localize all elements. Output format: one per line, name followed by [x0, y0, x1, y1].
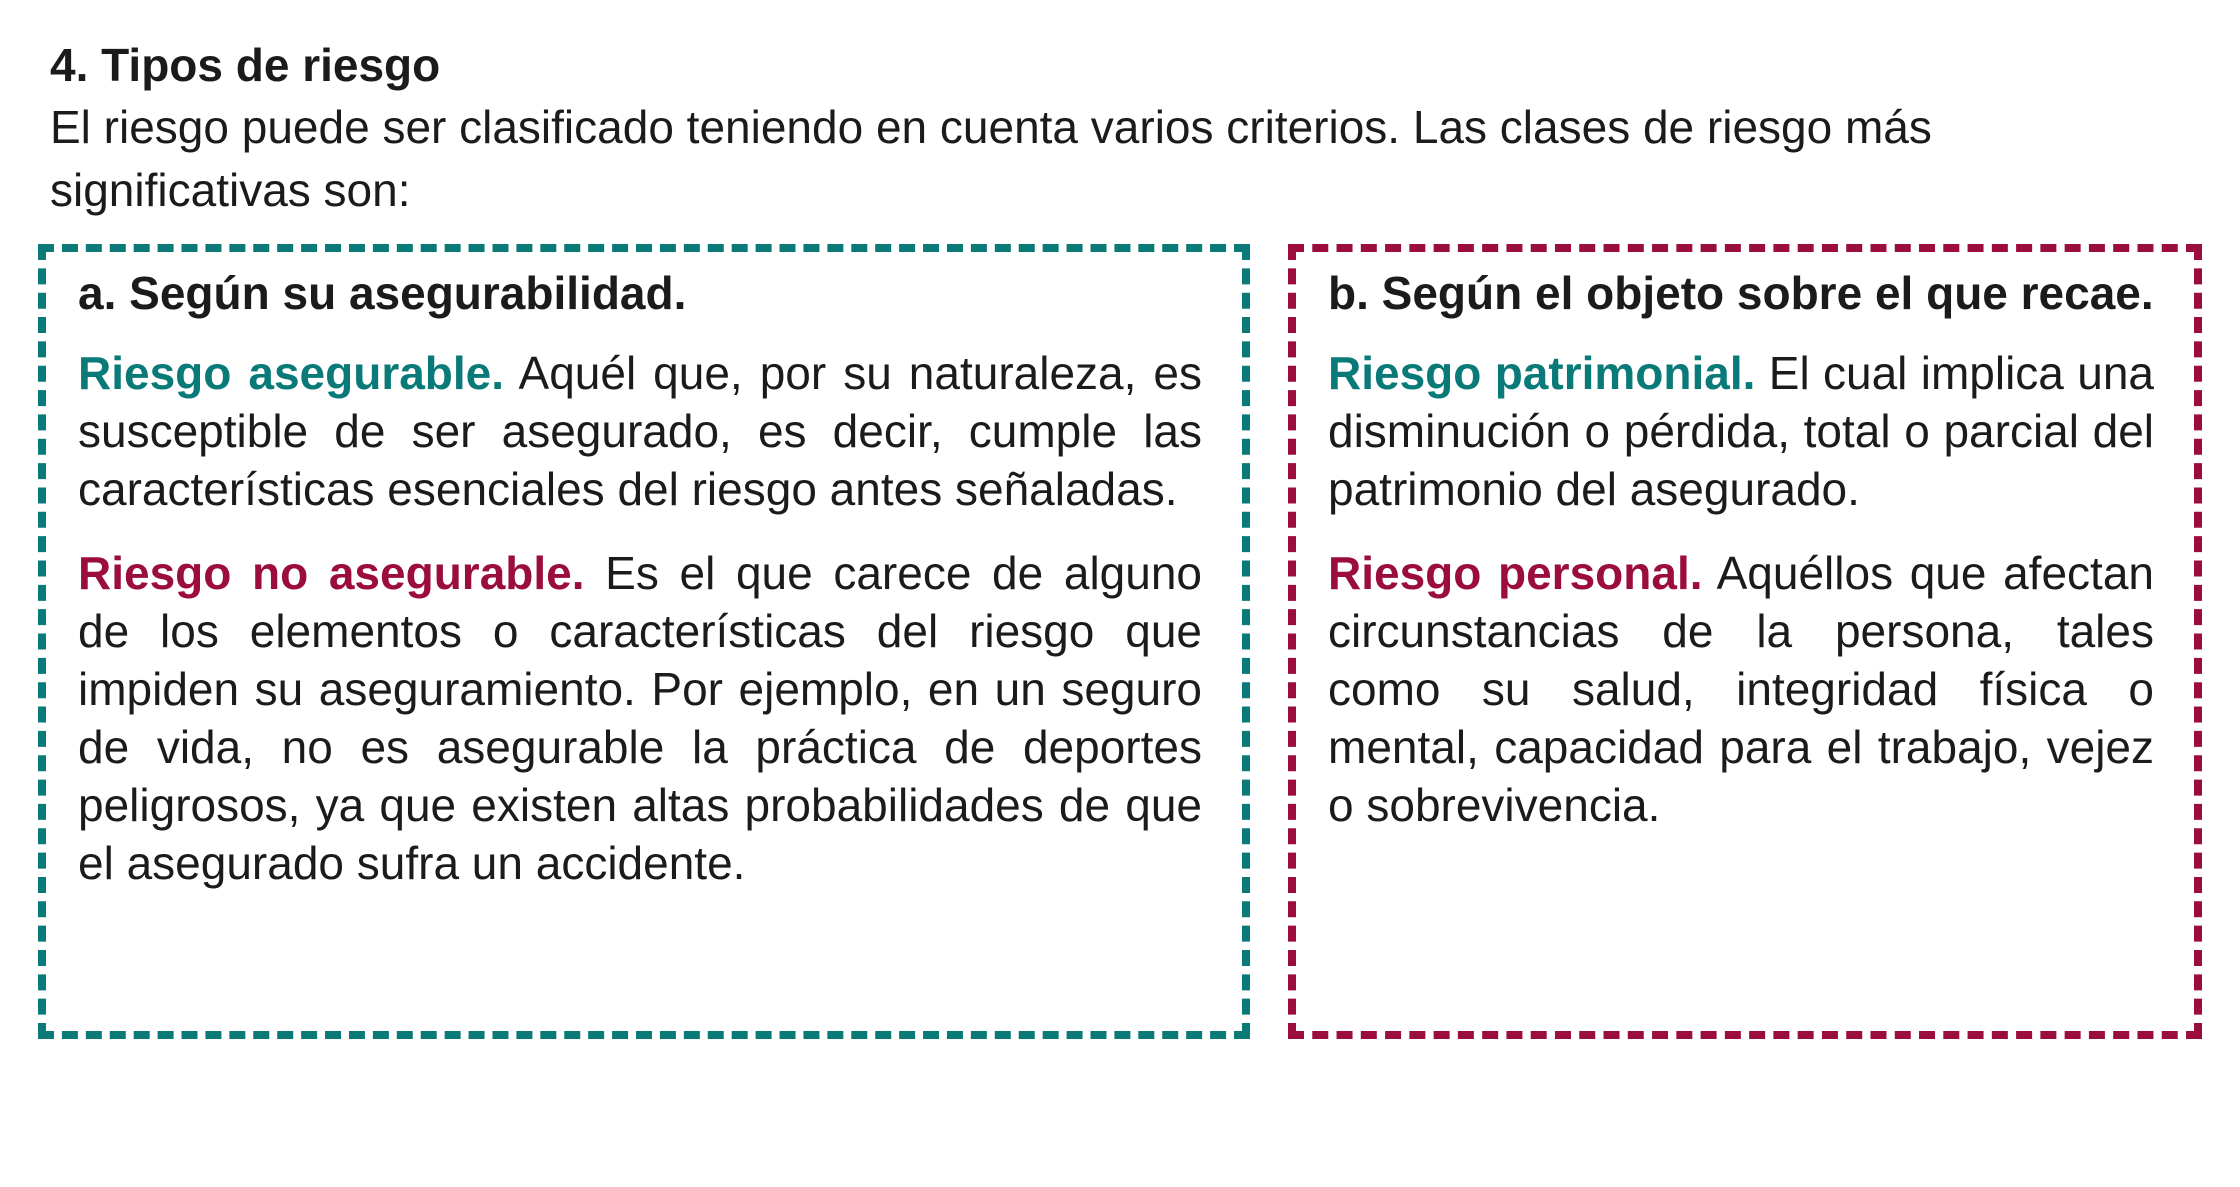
asegurabilidad-content [78, 266, 1202, 918]
objeto-content [1328, 266, 2154, 860]
asegurabilidad-title: a. Según su asegurabilidad. [78, 267, 687, 319]
riesgo-asegurable-text: Aquél que, por su naturaleza, es susceptible de ser asegurado, es decir, cumple las características esenciales del riesgo antes señaladas. [78, 347, 1202, 515]
section-intro: El riesgo puede ser clasificado teniendo en cuenta varios criterios. Las clases de riesgo más significativas son: [50, 101, 1932, 216]
riesgo-asegurable-paragraph [78, 344, 1202, 518]
riesgo-no-asegurable-term: Riesgo no asegurable. [78, 547, 585, 599]
riesgo-patrimonial-term: Riesgo patrimonial. [1328, 347, 1756, 399]
objeto-title: b. Según el objeto sobre el que recae. [1328, 267, 2154, 319]
riesgo-patrimonial-text: El cual implica una disminución o pérdida, total o parcial del patrimonio del asegurado. [1328, 347, 2154, 515]
riesgo-personal-text: Aquéllos que afectan circunstancias de la persona, tales como su salud, integridad física o mental, capacidad para el trabajo, vejez o sobrevivencia. [1328, 547, 2154, 831]
riesgo-asegurable-term: Riesgo asegurable. [78, 347, 505, 399]
riesgo-no-asegurable-text: Es el que carece de alguno de los elementos o características del riesgo que impiden su aseguramiento. Por ejemplo, en un seguro de vida, no es asegurable la práctica de deportes peligrosos, ya que existen altas probabilidades de que el asegurado sufra un accidente. [78, 547, 1202, 889]
objeto-box [1288, 244, 2202, 1039]
riesgo-patrimonial-paragraph [1328, 344, 2154, 518]
riesgo-personal-paragraph [1328, 544, 2154, 834]
section-title: 4. Tipos de riesgo [50, 39, 441, 91]
riesgo-personal-term: Riesgo personal. [1328, 547, 1703, 599]
asegurabilidad-box [38, 244, 1250, 1039]
riesgo-no-asegurable-paragraph [78, 544, 1202, 892]
